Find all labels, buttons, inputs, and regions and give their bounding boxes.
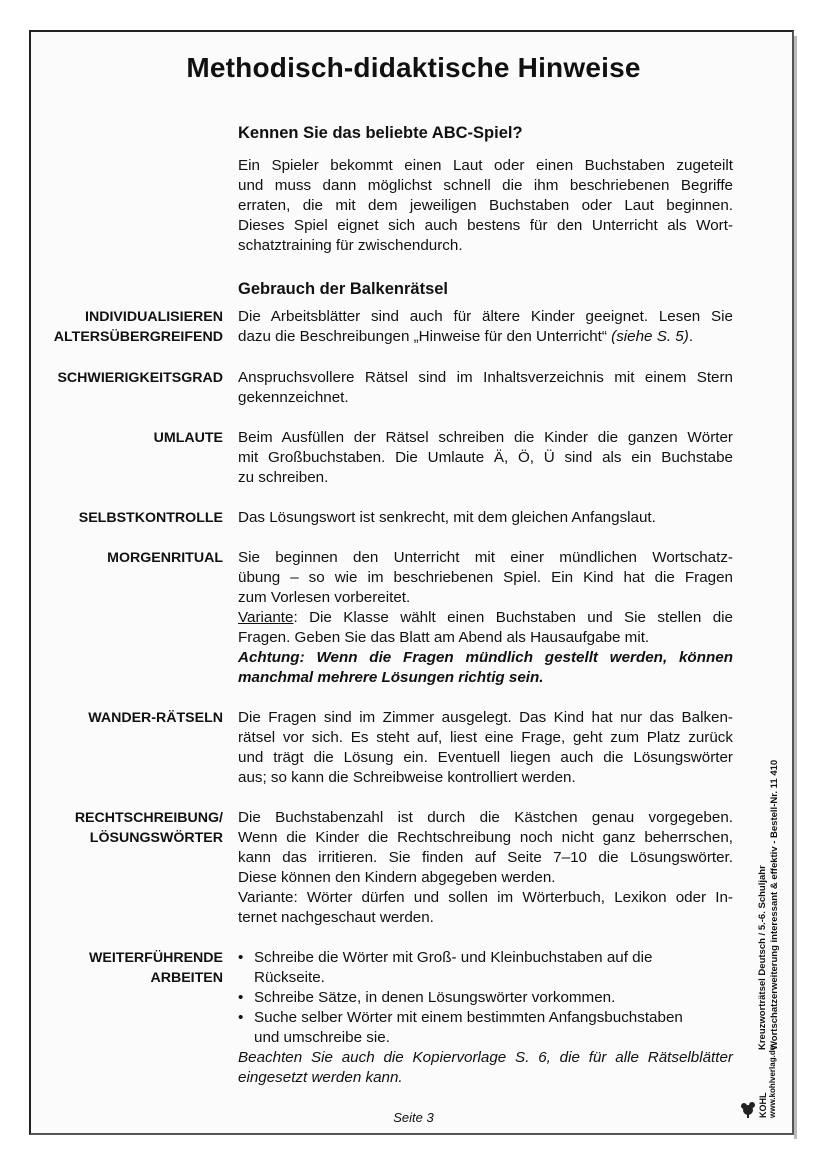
text-line [238,608,733,628]
text-umlaute [238,428,733,488]
text-line: zu schreiben. [238,469,329,486]
tree-icon [741,1102,755,1118]
text-line: ternet nachgeschaut werden. [238,909,434,926]
bullet-icon: • [238,949,244,966]
text-rechtschreibung [238,808,733,928]
text-line: Fragen. Geben Sie das Blatt am Abend als Hausaufgabe mit. [238,629,650,646]
text-line: erraten, die mit dem jeweiligen Buchstaben oder Laut beginnen. [238,197,733,214]
list-item [238,988,733,1008]
text-line: Sie beginnen den Unterricht mit einer mündlichen Wortschatz- [238,549,733,566]
text-line: Schreibe Sätze, in denen Lösungswörter vorkommen. [254,989,616,1006]
text-segment: dazu die Beschreibungen „Hinweise für den Unterricht“ [238,328,612,345]
bullet-icon: • [238,1009,244,1026]
label-schwierigkeitsgrad: SCHWIERIGKEITSGRAD [57,370,223,386]
label-rechtschreibung [36,808,223,848]
warning-line: manchmal mehrere Lösungen richtig sein. [238,669,544,686]
label-umlaute: UMLAUTE [153,430,223,446]
publisher-logo [740,1058,778,1120]
text-line: zum Vorlesen vorbereitet. [238,589,411,606]
variante-label: Variante [238,609,294,626]
abc-heading: Kennen Sie das beliebte ABC-Spiel? [238,124,523,142]
text-segment: . [688,328,694,345]
text-line: rätsel vor sich. Es steht auf, liest eine Frage, geht zum Platz zurück [238,729,733,746]
text-line: Dieses Spiel eignet sich auch bestens für den Unterricht als Wort- [238,217,733,234]
text-line: Suche selber Wörter mit einem bestimmten Anfangsbuchstaben [254,1009,683,1026]
text-line: Das Lösungswort ist senkrecht, mit dem gleichen Anfangslaut. [238,509,656,526]
text-line: Die Fragen sind im Zimmer ausgelegt. Das Kind hat nur das Balken- [238,709,733,726]
text-line: Schreibe die Wörter mit Groß- und Kleinbuchstaben auf die [254,949,653,966]
label-selbstkontrolle: SELBSTKONTROLLE [78,510,223,526]
note-line: Beachten Sie auch die Kopiervorlage S. 6, die für alle Rätselblätter [238,1049,733,1066]
label-line: LÖSUNGSWÖRTER [89,830,223,846]
text-line: übung – so wie im beschriebenen Spiel. Ein Kind hat die Fragen [238,569,733,586]
text-line: Die Buchstabenzahl ist durch die Kästchen genau vorgegeben. [238,809,733,826]
svg-text:KOHL: KOHL [758,1092,768,1118]
gebrauch-heading: Gebrauch der Balkenrätsel [238,280,449,298]
label-morgenritual: MORGENRITUAL [107,550,223,566]
page-reference: (siehe S. 5) [611,328,689,345]
list-item [238,1008,733,1048]
page-title: Methodisch-didaktische Hinweise [186,52,641,83]
list-item [238,948,733,988]
sidebar-url: www.kohlverlag.de [768,1045,777,1118]
text-line: schatztraining für zwischendurch. [238,237,463,254]
abc-paragraph [238,156,733,256]
text-line: Rückseite. [254,969,325,986]
text-line: mit Großbuchstaben. Die Umlaute Ä, Ö, Ü sind als ein Buchstabe [238,449,733,466]
text-selbstkontrolle [238,508,733,528]
warning-line: Achtung: Wenn die Fragen mündlich gestellt werden, können [238,649,733,666]
text-line: Anspruchsvollere Rätsel sind im Inhaltsverzeichnis mit einem Stern [238,369,733,386]
text-line: Wenn die Kinder die Rechtschreibung noch nicht ganz beherrschen, [238,829,733,846]
note-line: eingesetzt werden kann. [238,1069,403,1086]
text-line: Die Arbeitsblätter sind auch für ältere Kinder geeignet. Lesen Sie [238,308,733,325]
text-line: kann das irritieren. Sie finden auf Seite 7–10 die Lösungswörter. [238,849,733,866]
label-line: WEITERFÜHRENDE [89,950,223,966]
text-line [238,327,733,347]
sidebar-title: Kreuzworträtsel Deutsch / 5.-6. Schuljahr [757,865,768,1050]
text-wander-raetseln [238,708,733,788]
text-line: gekennzeichnet. [238,389,349,406]
text-line: und trägt die Lösung ein. Eventuell liegen auch die Lösungswörter [238,749,733,766]
label-individualisieren [36,307,223,347]
label-line: RECHTSCHREIBUNG/ [74,810,223,826]
text-line: aus; so kann die Schreibweise kontrolliert werden. [238,769,576,786]
page-number: Seite 3 [393,1110,434,1125]
text-line: und muss dann möglichst schnell die ihm beschriebenen Begriffe [238,177,733,194]
text-line: Variante: Wörter dürfen und sollen im Wörterbuch, Lexikon oder In- [238,889,733,906]
text-line: Diese können den Kindern abgegeben werden. [238,869,556,886]
text-individualisieren [238,307,733,347]
text-schwierigkeitsgrad [238,368,733,408]
bullet-icon: • [238,989,244,1006]
text-morgenritual [238,548,733,688]
text-segment: : Die Klasse wählt einen Buchstaben und Sie stellen die [293,609,733,626]
text-weiterfuehrende-arbeiten [238,948,733,1088]
label-weiterfuehrende-arbeiten [36,948,223,988]
label-line: INDIVIDUALISIEREN [85,309,223,325]
label-line: ALTERSÜBERGREIFEND [53,329,223,345]
text-line: Ein Spieler bekommt einen Laut oder einen Buchstaben zugeteilt [238,157,733,174]
text-line: Beim Ausfüllen der Rätsel schreiben die Kinder die ganzen Wörter [238,429,733,446]
label-line: ARBEITEN [150,970,223,986]
text-line: und umschreibe sie. [254,1029,390,1046]
label-wander-raetseln: WANDER-RÄTSELN [88,710,223,726]
